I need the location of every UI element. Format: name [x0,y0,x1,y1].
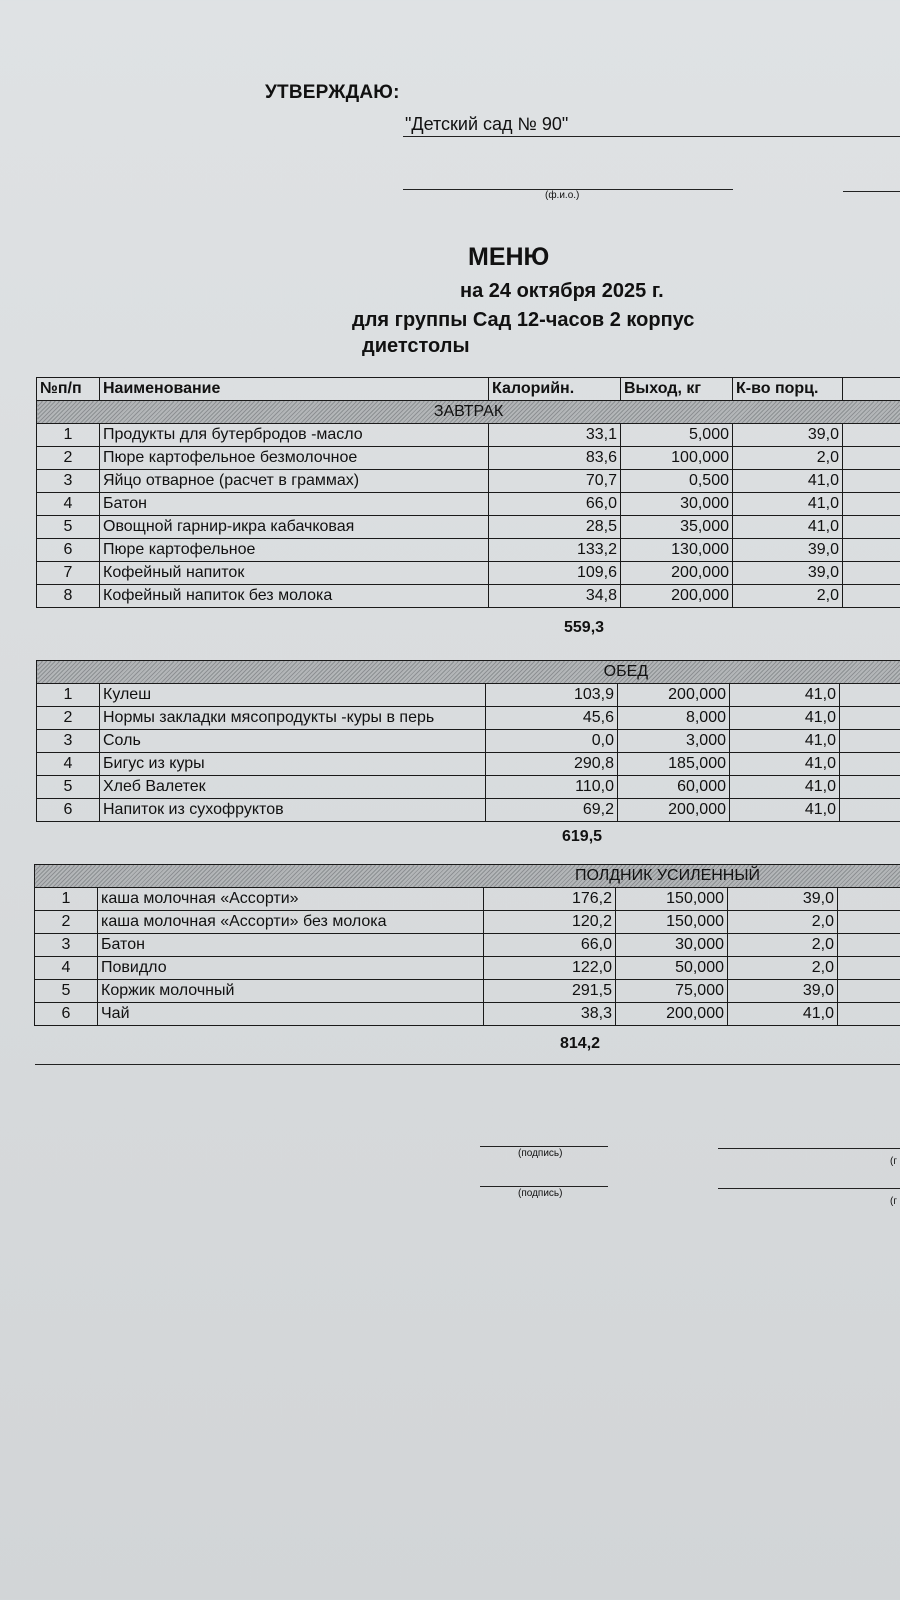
signature-line-footer-4 [718,1188,900,1189]
item-yield: 130,000 [621,539,733,562]
item-number: 4 [35,957,98,980]
item-number: 5 [35,980,98,1003]
item-name: Хлеб Валетек [100,776,486,799]
item-extra [840,730,900,753]
fio-caption: (ф.и.о.) [545,190,580,201]
item-name: Соль [100,730,486,753]
item-yield: 150,000 [616,911,728,934]
item-calories: 109,6 [489,562,621,585]
item-calories: 0,0 [486,730,618,753]
table-row [37,562,900,585]
signature-line-footer-1 [480,1146,608,1147]
item-calories: 133,2 [489,539,621,562]
section-header-breakfast: ЗАВТРАК [37,401,900,424]
right-caption-1: (г [890,1156,897,1167]
item-calories: 70,7 [489,470,621,493]
table-row [35,911,900,934]
item-portions: 41,0 [733,470,843,493]
right-caption-2: (г [890,1196,897,1207]
item-yield: 30,000 [616,934,728,957]
table-row [35,934,900,957]
table-row [37,470,900,493]
item-portions: 2,0 [733,585,843,608]
table-row [35,888,900,911]
menu-diet: диетстолы [362,335,470,357]
item-extra [838,957,900,980]
item-extra [840,707,900,730]
col-calories-header: Калорийн. [489,378,621,401]
table-row [37,585,900,608]
item-portions: 41,0 [733,516,843,539]
menu-group: для группы Сад 12-часов 2 корпус [352,309,695,331]
menu-date: на 24 октября 2025 г. [460,280,664,302]
item-calories: 110,0 [486,776,618,799]
item-extra [838,1003,900,1026]
item-extra [843,585,900,608]
item-yield: 150,000 [616,888,728,911]
item-calories: 33,1 [489,424,621,447]
item-yield: 35,000 [621,516,733,539]
table-row [35,1003,900,1026]
item-calories: 291,5 [484,980,616,1003]
item-yield: 200,000 [621,562,733,585]
item-extra [843,424,900,447]
item-number: 2 [35,911,98,934]
item-name: каша молочная «Ассорти» без молока [98,911,484,934]
item-yield: 100,000 [621,447,733,470]
item-calories: 28,5 [489,516,621,539]
item-number: 3 [37,470,100,493]
table-row [35,957,900,980]
item-yield: 5,000 [621,424,733,447]
snack-total: 814,2 [560,1035,601,1052]
item-portions: 39,0 [728,980,838,1003]
item-name: Батон [98,934,484,957]
table-row [37,776,900,799]
section-header-lunch: ОБЕД [37,661,900,684]
item-name: Продукты для бутербродов -масло [100,424,489,447]
item-number: 6 [37,539,100,562]
item-yield: 0,500 [621,470,733,493]
item-portions: 41,0 [728,1003,838,1026]
item-name: Повидло [98,957,484,980]
item-yield: 50,000 [616,957,728,980]
table-row [37,493,900,516]
item-extra [838,934,900,957]
item-calories: 120,2 [484,911,616,934]
item-name: Пюре картофельное безмолочное [100,447,489,470]
item-number: 1 [35,888,98,911]
item-portions: 41,0 [730,799,840,822]
item-name: Овощной гарнир-икра кабачковая [100,516,489,539]
approve-label: УТВЕРЖДАЮ: [265,82,400,103]
item-extra [840,776,900,799]
item-yield: 3,000 [618,730,730,753]
item-calories: 34,8 [489,585,621,608]
signature-line-footer-3 [718,1148,900,1149]
signature-caption-1: (подпись) [518,1148,563,1159]
lunch-table [36,660,900,822]
item-yield: 30,000 [621,493,733,516]
item-number: 6 [35,1003,98,1026]
item-extra [838,888,900,911]
table-row [37,516,900,539]
item-portions: 41,0 [730,707,840,730]
item-portions: 41,0 [730,730,840,753]
item-calories: 69,2 [486,799,618,822]
item-calories: 122,0 [484,957,616,980]
item-number: 4 [37,493,100,516]
item-number: 2 [37,447,100,470]
item-number: 3 [35,934,98,957]
item-portions: 39,0 [733,539,843,562]
signature-caption-2: (подпись) [518,1188,563,1199]
item-number: 5 [37,776,100,799]
table-row [35,980,900,1003]
table-row [37,684,900,707]
item-extra [843,493,900,516]
header-row [37,378,900,401]
item-portions: 41,0 [730,776,840,799]
item-name: Коржик молочный [98,980,484,1003]
item-name: Кофейный напиток [100,562,489,585]
item-name: Нормы закладки мясопродукты -куры в перь [100,707,486,730]
item-extra [838,911,900,934]
item-portions: 41,0 [733,493,843,516]
col-name-header: Наименование [100,378,489,401]
item-extra [843,447,900,470]
table-row [37,424,900,447]
item-yield: 200,000 [621,585,733,608]
col-extra-header [843,378,900,401]
item-extra [840,753,900,776]
item-portions: 2,0 [728,911,838,934]
item-extra [843,562,900,585]
item-portions: 41,0 [730,753,840,776]
item-number: 2 [37,707,100,730]
bottom-rule [35,1064,900,1065]
item-calories: 83,6 [489,447,621,470]
item-portions: 41,0 [730,684,840,707]
item-calories: 38,3 [484,1003,616,1026]
item-yield: 75,000 [616,980,728,1003]
item-name: Кофейный напиток без молока [100,585,489,608]
section-header-snack: ПОЛДНИК УСИЛЕННЫЙ [35,865,900,888]
item-portions: 39,0 [733,562,843,585]
item-name: Бигус из куры [100,753,486,776]
item-number: 6 [37,799,100,822]
item-name: Яйцо отварное (расчет в граммах) [100,470,489,493]
table-row [37,799,900,822]
signature-line-footer-2 [480,1186,608,1187]
table-row [37,707,900,730]
item-extra [843,539,900,562]
item-name: Кулеш [100,684,486,707]
item-extra [840,684,900,707]
item-number: 8 [37,585,100,608]
col-portions-header: К-во порц. [733,378,843,401]
item-extra [843,470,900,493]
item-portions: 39,0 [733,424,843,447]
item-yield: 200,000 [618,684,730,707]
item-name: Батон [100,493,489,516]
item-yield: 60,000 [618,776,730,799]
item-name: Напиток из сухофруктов [100,799,486,822]
table-row [37,539,900,562]
item-portions: 39,0 [728,888,838,911]
item-yield: 185,000 [618,753,730,776]
item-yield: 200,000 [616,1003,728,1026]
item-extra [840,799,900,822]
item-calories: 290,8 [486,753,618,776]
organization-name: "Детский сад № 90" [405,114,569,134]
lunch-total: 619,5 [562,828,603,845]
item-yield: 8,000 [618,707,730,730]
item-number: 5 [37,516,100,539]
item-portions: 2,0 [728,934,838,957]
col-yield-header: Выход, кг [621,378,733,401]
breakfast-table [36,377,900,608]
item-name: Пюре картофельное [100,539,489,562]
item-extra [838,980,900,1003]
item-portions: 2,0 [733,447,843,470]
signature-line-right [843,191,900,192]
item-calories: 66,0 [484,934,616,957]
menu-title: МЕНЮ [468,243,550,271]
table-row [37,753,900,776]
item-number: 1 [37,684,100,707]
item-number: 3 [37,730,100,753]
item-number: 7 [37,562,100,585]
table-row [37,447,900,470]
item-extra [843,516,900,539]
snack-table [34,864,900,1026]
item-portions: 2,0 [728,957,838,980]
item-yield: 200,000 [618,799,730,822]
item-name: каша молочная «Ассорти» [98,888,484,911]
col-number-header: №п/п [37,378,100,401]
breakfast-total: 559,3 [564,619,605,636]
item-number: 1 [37,424,100,447]
item-calories: 103,9 [486,684,618,707]
item-calories: 45,6 [486,707,618,730]
item-calories: 66,0 [489,493,621,516]
item-name: Чай [98,1003,484,1026]
table-row [37,730,900,753]
item-calories: 176,2 [484,888,616,911]
organization-underline [403,136,900,137]
item-number: 4 [37,753,100,776]
